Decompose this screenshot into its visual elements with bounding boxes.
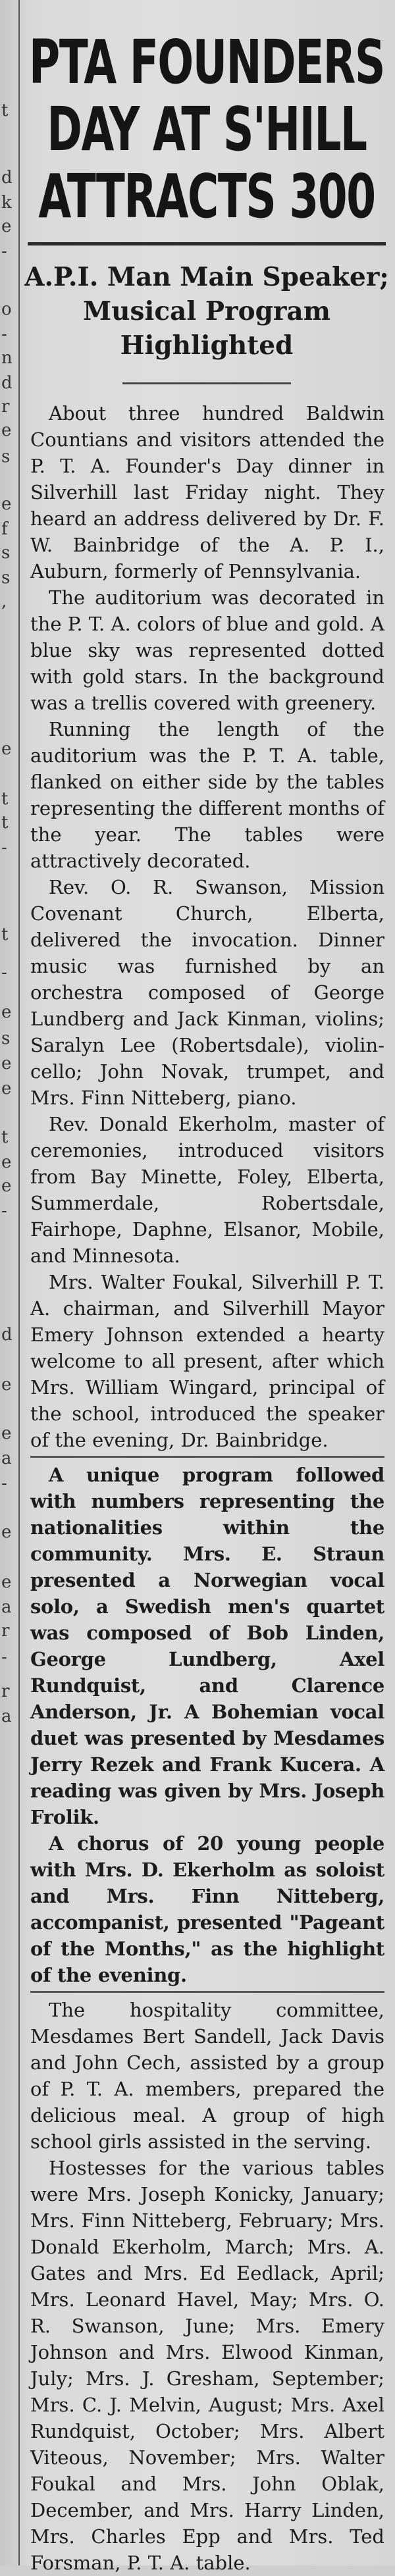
paragraph-tables: Running the length of the auditorium was the P. T. A. table, flanked on either side by the tables representing the different months of the year. The tables were attractively decorated. (30, 718, 384, 872)
headline-rule (28, 242, 386, 245)
left-column-char: e (1, 1054, 12, 1073)
paragraph-invocation: Rev. O. R. Swanson, Mission Covenant Church, Elberta, delivered the invocation. Dinner music was furnished by an orchestra composed of George Lundberg and Jack Kinman, violins; Saralyn Lee (Robertsdale), violin-cello; John Novak, trumpet, and Mrs. Finn Nitteberg, piano. (30, 876, 384, 1109)
paragraph-welcome: Mrs. Walter Foukal, Silverhill P. T. A. chairman, and Silverhill Mayor Emery Johnson extended a hearty welcome to all present, after which Mrs. William Wingard, principal of the school, introduced the speaker of the evening, Dr. Bainbridge. (30, 1271, 384, 1451)
left-column-char: - (1, 1647, 7, 1667)
left-column-char: r (1, 397, 10, 417)
paragraph-intro: About three hundred Baldwin Countians and visitors attended the P. T. A. Founder's Day dinner in Silverhill last Friday night. They heard an address delivered by Dr. F. W. Bainbridge of the A. P. I., Auburn, formerly of Pennsylvania. (30, 402, 384, 582)
program-section (30, 1456, 384, 1988)
left-column-char: r (1, 1682, 10, 1701)
paragraph-chorus: A chorus of 20 young people with Mrs. D. Ekerholm as soloist and Mrs. Finn Nitteberg, accompanist, presented "Pageant of the Months," as the highlight of the evening. (30, 1832, 384, 1986)
left-column-char: f (1, 519, 8, 539)
left-column-char: - (1, 1474, 7, 1493)
left-column-char: d (1, 168, 13, 188)
headline-line-2: DAY AT S'HILL (47, 94, 367, 165)
left-column-char: e (1, 1002, 12, 1022)
paragraph-program: A unique program followed with numbers representing the nationalities within the community. Mrs. E. Straun presented a Norwegian vocal solo, a Swedish men's quartet was composed of Bob Linden, George Lundberg, Axel Rundquist, and Clarence Anderson, Jr. A Bohemian vocal duet was presented by Mesdames Jerry Rezek and Frank Kucera. A reading was given by Mrs. Joseph Frolik. (30, 1464, 384, 1828)
left-column-char: a (1, 1449, 12, 1468)
paragraph-decoration: The auditorium was decorated in the P. T. A. colors of blue and gold. A blue sky was represented dotted with gold stars. In the background was a trellis covered with greenery. (30, 586, 384, 714)
left-column-char: t (1, 101, 9, 120)
paragraph-visitors: Rev. Donald Ekerholm, master of ceremonies, introduced visitors from Bay Minette, Foley, Elberta, Summerdale, Robertsdale, Fairhope, Daphne, Elsanor, Mobile, and Minnesota. (30, 1113, 384, 1267)
left-column-char: d (1, 373, 13, 393)
left-column-char: t (1, 813, 9, 833)
left-column-char: e (1, 1176, 12, 1196)
adjacent-column-fragment (0, 0, 20, 2565)
paragraph-hospitality: The hospitality committee, Mesdames Bert Sandell, Jack Davis and John Cech, assisted by a group of P. T. A. members, prepared the delicious meal. A group of high school girls assisted in the serving. (30, 1999, 384, 2153)
subheadline (24, 260, 390, 363)
left-column-char: t (1, 789, 9, 809)
headline-line-1: PTA FOUNDERS (29, 27, 384, 97)
left-column-char: t (1, 925, 9, 944)
paragraph-hostesses: Hostesses for the various tables were Mrs. Joseph Konicky, January; Mrs. Finn Nitteberg, February; Mrs. Donald Ekerholm, March; Mrs. A. Gates and Mrs. Ed Eedlack, April; Mrs. Leonard Havel, May; Mrs. O. R. Swanson, June; Mrs. Emery Johnson and Mrs. Elwood Kinman, July; Mrs. J. Gresham, September; Mrs. C. J. Melvin, August; Mrs. Axel Rundquist, October; Mrs. Albert Viteous, November; Mrs. Walter Foukal and Mrs. John Oblak, December, and Mrs. Harry Linden, Mrs. Charles Epp and Mrs. Ted Forsman, P. T. A. table. (30, 2157, 384, 2574)
left-column-char: n (1, 348, 13, 368)
left-column-char: e (1, 421, 12, 440)
left-column-char: s (1, 543, 11, 563)
left-column-char: a (1, 1597, 12, 1617)
left-column-char: - (1, 242, 7, 261)
left-column-char: s (1, 447, 11, 467)
article (24, 0, 390, 2576)
headline (25, 29, 389, 230)
subhead-line-1: A.P.I. Man Main Speaker; (24, 262, 389, 292)
left-column-char: - (1, 1201, 7, 1221)
left-column-char: - (1, 838, 7, 858)
subhead-line-3: Highlighted (120, 330, 294, 361)
left-column-char: s (1, 1029, 11, 1048)
left-column-char: - (1, 963, 7, 983)
article-body (24, 400, 390, 2576)
left-column-char: - (1, 324, 7, 344)
subhead-line-2: Musical Program (83, 296, 330, 326)
left-column-char: d (1, 1325, 13, 1345)
left-column-char: e (1, 1522, 12, 1542)
headline-line-3: ATTRACTS 300 (38, 161, 375, 232)
left-column-char: e (1, 494, 12, 514)
left-column-char: e (1, 1424, 12, 1443)
subhead-rule (122, 382, 291, 384)
left-column-char: a (1, 1707, 12, 1726)
left-column-char: e (1, 217, 12, 236)
left-column-char: e (1, 1079, 12, 1098)
left-column-char: e (1, 739, 12, 759)
left-column-char: s (1, 568, 11, 588)
left-column-char: k (1, 193, 12, 213)
left-column-char: r (1, 1621, 10, 1641)
left-column-char: o (1, 299, 12, 319)
left-column-char: e (1, 1375, 12, 1395)
left-column-char: e (1, 1152, 12, 1172)
closing-section (30, 1991, 384, 2576)
left-column-char: t (1, 1127, 9, 1147)
left-column-char: , (1, 592, 7, 611)
left-column-char: e (1, 1572, 12, 1592)
